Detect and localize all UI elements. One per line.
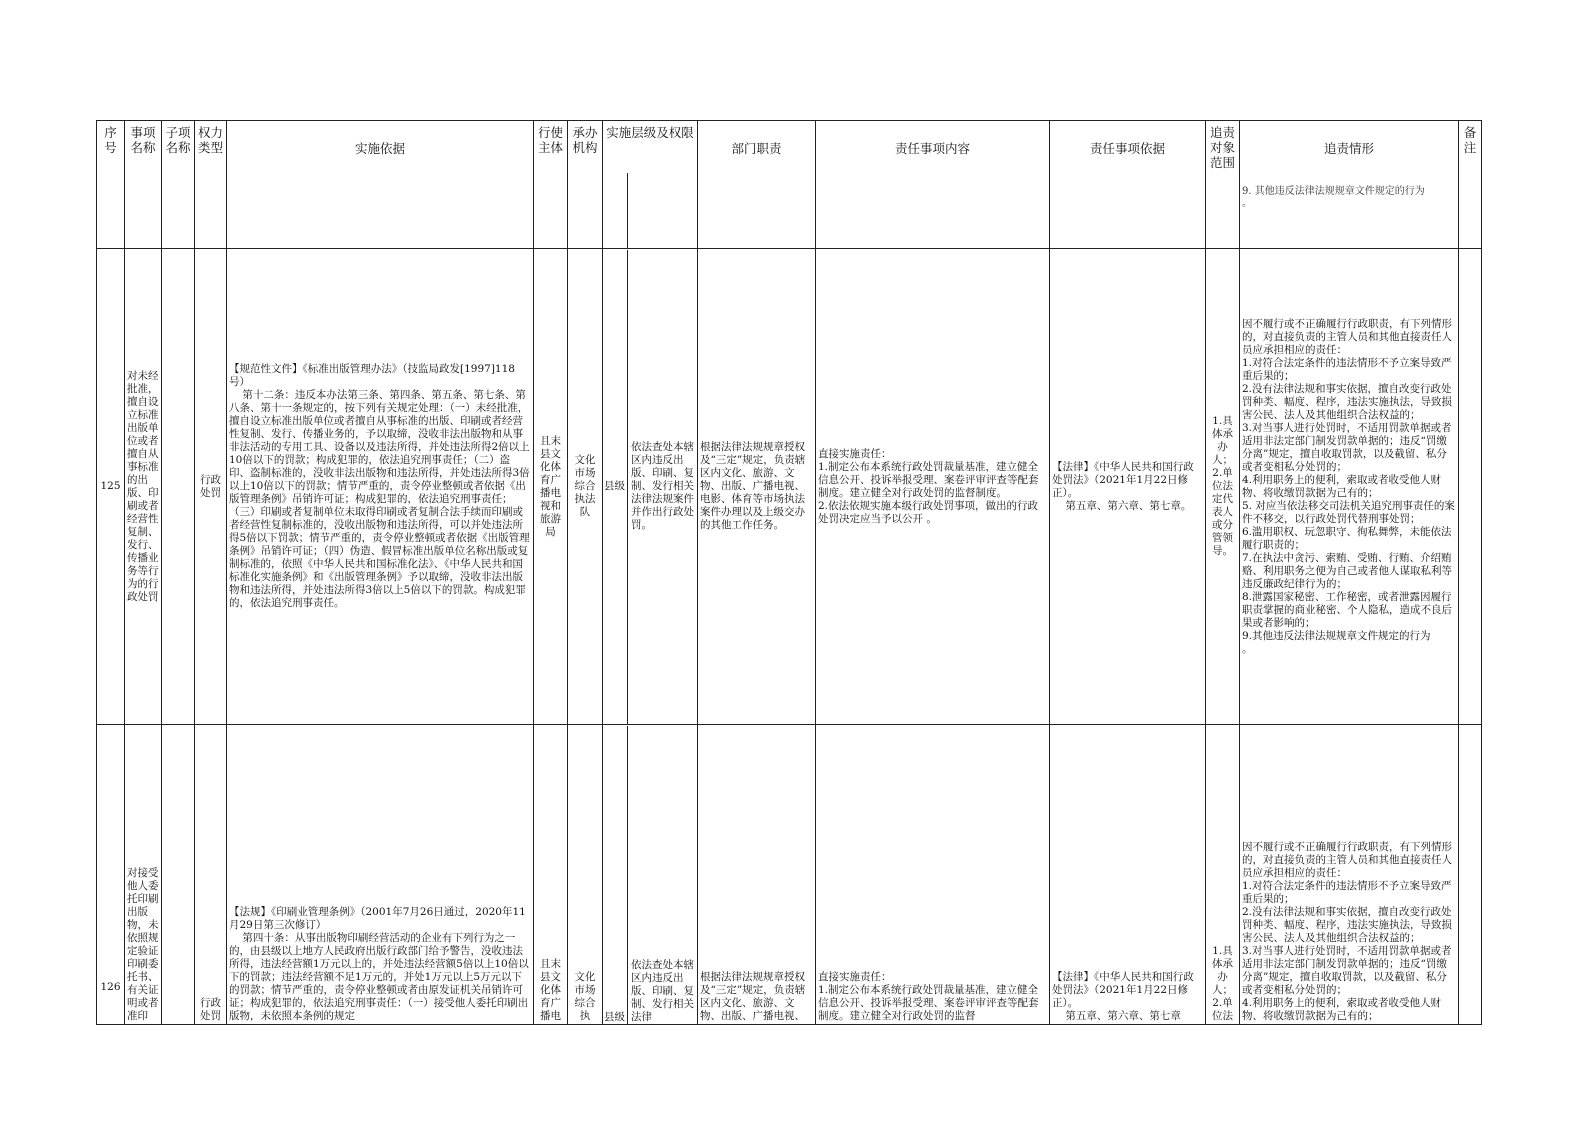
row-level: 县级 [603, 250, 628, 724]
row-account-cases: 因不履行或不正确履行行政职责，有下列情形的，对直接负责的主管人员和其他直接责任人员应承担相应的责任： 1.对符合法定条件的违法情形不予立案导致严重后果的； 2.没有法律法规和事实依据，擅自改变行政处罚种类、幅度、程序，违法实施执法，导致损害公民、法人及其他组织合法权益的； 3.对当事人进行处罚时，不适用罚款单据或者适用非法定部门制发罚款单据的；违反“罚缴分离”规定，擅自收取罚款，以及截留、私分或者变相私分处罚的； 4.利用职务上的便利，索取或者收受他人财物、将收缴罚款据为己有的； [1240, 725, 1459, 1025]
row-level-split [603, 726, 697, 1024]
row-account-scope: 1.具体承办人； 2.单位法 [1206, 725, 1240, 1025]
header-agency: 承办机构 [568, 121, 603, 249]
row-power: 依法查处本辖区内违反出版、印刷、复制、发行相关法律法规案件并作出行政处罚。 [631, 441, 694, 531]
table-row [97, 249, 1482, 725]
header-resp-content: 责任事项内容 [816, 121, 1050, 249]
row-level-cell [603, 249, 698, 725]
row-item-name: 对接受他人委托印刷出版物，未依照规定验证印刷委托书、有关证明或者准印 [125, 725, 162, 1025]
row-level: 县级 [603, 726, 628, 1024]
table-row [97, 725, 1482, 1025]
row-agency: 文化市场综合执法队 [568, 249, 603, 725]
row-level-cell [603, 725, 698, 1025]
row-sub-item [162, 249, 195, 725]
row-seq: 126 [97, 725, 125, 1025]
header-seq: 序号 [97, 121, 125, 249]
row-agency: 文化市场综合执 [568, 725, 603, 1025]
row-resp-basis: 【法律】《中华人民共和国行政处罚法》（2021年1月22日修正）。 第五章、第六章、第七章。 [1050, 249, 1206, 725]
row-account-cases: 因不履行或不正确履行行政职责，有下列情形的，对直接负责的主管人员和其他直接责任人员应承担相应的责任： 1.对符合法定条件的违法情形不予立案导致严重后果的； 2.没有法律法规和事实依据，擅自改变行政处罚种类、幅度、程序，违法实施执法，导致损害公民、法人及其他组织合法权益的； 3.对当事人进行处罚时，不适用罚款单据或者适用非法定部门制发罚款单据的；违反“罚缴分离”规定，擅自收取罚款，以及截留、私分或者变相私分处罚的； 4.利用职务上的便利，索取或者收受他人财物、将收缴罚款据为己有的； 5. 对应当依法移交司法机关追究刑事责任的案件不移交，以行政处罚代替刑事处罚； 6.滥用职权、玩忽职守、徇私舞弊，未能依法履行职责的； 7.在执法中贪污、索贿、受贿、行贿、介绍贿赂、利用职务之便为自己或者他人谋取私利等违反廉政纪律行为的； 8.泄露国家秘密、工作秘密，或者泄露因履行职责掌握的商业秘密、个人隐私，造成不良后果或者影响的； 9.其他违反法律法规规章文件规定的行为 。 [1240, 249, 1459, 725]
row-level-split [603, 250, 697, 724]
row-duty: 根据法律法规规章授权及“三定”规定，负责辖区内文化、旅游、文物、出版、广播电视、 [698, 725, 816, 1025]
row-item-name: 对未经批准，擅自设立标准出版单位或者擅自从事标准的出版、印刷或者经营性复制、发行、传播业务等行为的行政处罚 [125, 249, 162, 725]
header-duty: 部门职责 [698, 121, 816, 249]
header-remark: 备注 [1459, 121, 1482, 249]
row-subject: 且末县文化体育广播电 [534, 725, 568, 1025]
row-power: 依法查处本辖区内违反出版、印刷、复制、发行相关法律 [631, 959, 694, 1023]
header-account-cases [1240, 121, 1459, 249]
header-power-type: 权力类型 [195, 121, 227, 249]
header-account-cases-label: 追责情形 [1323, 141, 1374, 156]
row-sub-item [162, 725, 195, 1025]
header-level-label: 实施层级及权限 [606, 125, 694, 140]
header-row [97, 121, 1482, 249]
row-account-scope: 1.具体承办人； 2.单位法定代表人或分管领导。 [1206, 249, 1240, 725]
power-list-table [96, 120, 1482, 1025]
row-power-type: 行政处罚 [195, 725, 227, 1025]
row-duty: 根据法律法规规章授权及“三定”规定，负责辖区内文化、旅游、文物、出版、广播电视、电影、体育等市场执法案件办理以及上级交办的其他工作任务。 [698, 249, 816, 725]
row-resp-basis: 【法律】《中华人民共和国行政处罚法》（2021年1月22日修正）。 第五章、第六章、第七章 [1050, 725, 1206, 1025]
row-seq: 125 [97, 249, 125, 725]
header-subject: 行使主体 [534, 121, 568, 249]
row-resp-content: 直接实施责任： 1.制定公布本系统行政处罚裁量基准，建立健全信息公开、投诉举报受理、案卷评审评查等配套制度。建立健全对行政处罚的监督制度。 2.依法依规实施本级行政处罚事项，做出的行政处罚决定应当予以公开 。 [816, 249, 1050, 725]
row-basis: 【法规】《印刷业管理条例》（2001年7月26日通过，2020年11月29日第三次修订） 第四十条：从事出版物印刷经营活动的企业有下列行为之一的，由县级以上地方人民政府出版行政部门给予警告，没收违法所得，违法经营额1万元以上的，并处违法经营额5倍以上10倍以下的罚款；违法经营额不足1万元的，并处1万元以上5万元以下的罚款；情节严重的，责令停业整顿或者由原发证机关吊销许可证；构成犯罪的，依法追究刑事责任：（一）接受他人委托印刷出版物，未依照本条例的规定 [227, 725, 534, 1025]
header-account-scope: 追责对象范围 [1206, 121, 1240, 249]
document-sheet [96, 120, 1481, 1023]
header-overflow-fragment: 9. 其他违反法律法规规章文件规定的行为 。 [1242, 186, 1425, 209]
row-basis: 【规范性文件】《标准出版管理办法》（技监局政发[1997]118号） 第十二条：违反本办法第三条、第四条、第五条、第七条、第八条、第十一条规定的，按下列有关规定处理：（一）未经批准，擅自设立标准出版单位或者擅自从事标准的出版、印刷或者经营性复制、发行、传播业务的，予以取缔，没收非法出版物和从事非法活动的专用工具、设备以及违法所得，并处违法所得2倍以上10倍以下的罚款；构成犯罪的，依法追究刑事责任；（二）盗印、盗制标准的，没收非法出版物和违法所得，并处违法所得3倍以上10倍以下的罚款；情节严重的，责令停业整顿或者依据《出版管理条例》吊销许可证；构成犯罪的，依法追究刑事责任；（三）印刷或者复制单位未取得印刷或者复制合法手续而印刷或者经营性复制标准的，没收出版物和违法所得，可以并处违法所得5倍以下罚款；情节严重的，责令停业整顿或者依据《出版管理条例》吊销许可证；（四）伪造、假冒标准出版单位名称出版或复制标准的，依照《中华人民共和国标准化法》、《中华人民共和国标准化实施条例》和《出版管理条例》予以取缔，没收非法出版物和违法所得，并处违法所得3倍以上5倍以下的罚款。构成犯罪的，依法追究刑事责任。 [227, 249, 534, 725]
row-subject: 且末县文化体育广播电视和旅游局 [534, 249, 568, 725]
header-sub-item: 子项名称 [162, 121, 195, 249]
row-remark [1459, 725, 1482, 1025]
row-resp-content: 直接实施责任： 1.制定公布本系统行政处罚裁量基准，建立健全信息公开、投诉举报受理、案卷评审评查等配套制度。建立健全对行政处罚的监督 [816, 725, 1050, 1025]
header-resp-basis: 责任事项依据 [1050, 121, 1206, 249]
header-level-divider [627, 173, 628, 249]
row-power-type: 行政处罚 [195, 249, 227, 725]
row-remark [1459, 249, 1482, 725]
header-basis: 实施依据 [227, 121, 534, 249]
header-level [603, 121, 698, 249]
header-item-name: 事项名称 [125, 121, 162, 249]
